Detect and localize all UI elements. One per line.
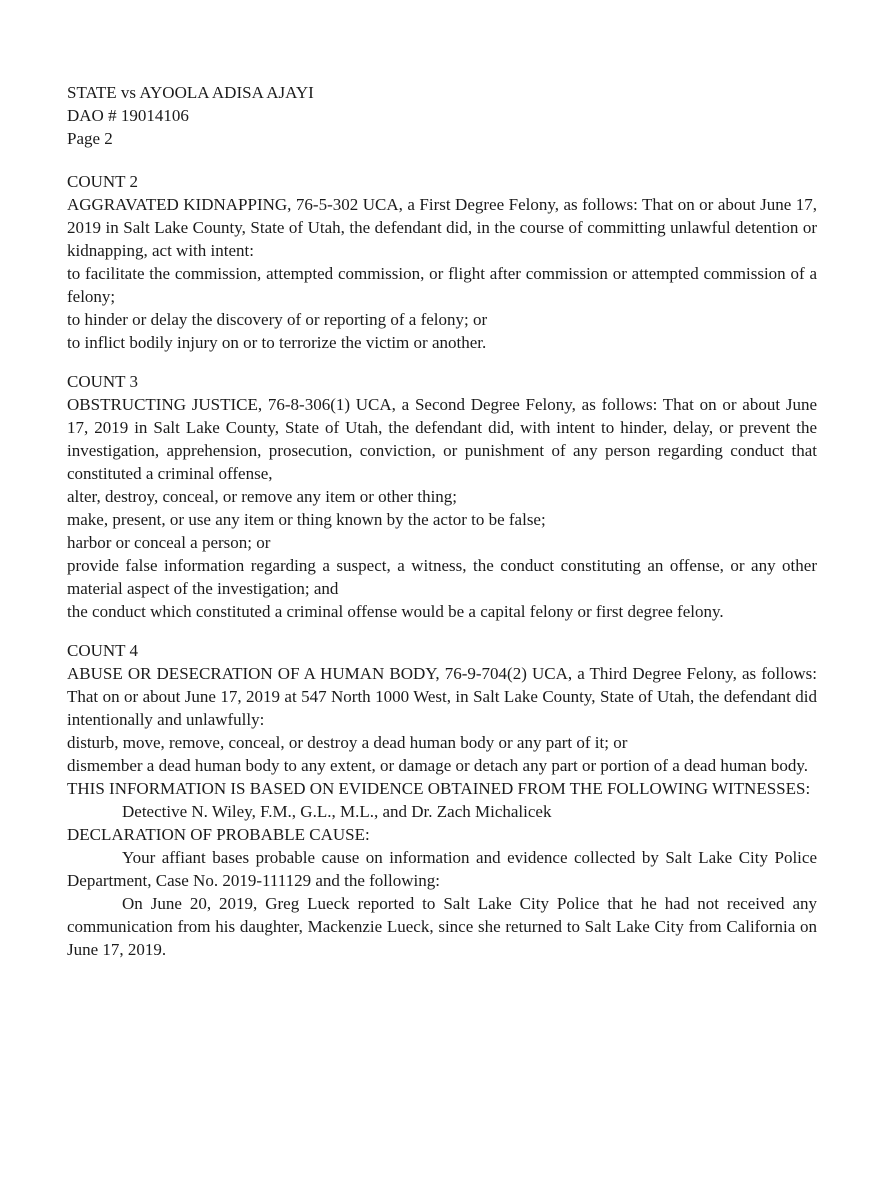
clause-paragraph: make, present, or use any item or thing known by the actor to be false; [67, 510, 546, 529]
clause-paragraph: to hinder or delay the discovery of or reporting of a felony; or [67, 310, 488, 329]
charge-paragraph: AGGRAVATED KIDNAPPING, 76-5-302 UCA, a First Degree Felony, as follows: That on or about June 17, 2019 in Salt Lake County, State of Utah, the defendant did, in the course of committing unlawful detention or kidnapping, act with intent: [67, 195, 817, 260]
clause-paragraph: the conduct which constituted a criminal offense would be a capital felony or first degree felony. [67, 602, 724, 621]
count-heading: COUNT 4 [67, 641, 138, 660]
clause-paragraph: alter, destroy, conceal, or remove any item or other thing; [67, 487, 458, 506]
witnesses-heading: THIS INFORMATION IS BASED ON EVIDENCE OBTAINED FROM THE FOLLOWING WITNESSES: [67, 779, 811, 798]
declaration-heading: DECLARATION OF PROBABLE CAUSE: [67, 825, 370, 844]
clause-paragraph: provide false information regarding a suspect, a witness, the conduct constituting an offense, or any other material aspect of the investigation; and [67, 556, 817, 598]
count-heading: COUNT 3 [67, 372, 138, 391]
page-number: Page 2 [67, 129, 113, 148]
case-title: STATE vs AYOOLA ADISA AJAYI [67, 83, 314, 102]
clause-paragraph: disturb, move, remove, conceal, or destroy a dead human body or any part of it; or [67, 733, 628, 752]
case-header [67, 81, 817, 150]
count-2-section [67, 170, 817, 354]
count-4-section [67, 639, 817, 777]
clause-paragraph: to facilitate the commission, attempted commission, or flight after commission or attempted commission of a felony; [67, 264, 817, 306]
clause-paragraph: to inflict bodily injury on or to terrorize the victim or another. [67, 333, 487, 352]
count-heading: COUNT 2 [67, 172, 138, 191]
charge-paragraph: ABUSE OR DESECRATION OF A HUMAN BODY, 76-9-704(2) UCA, a Third Degree Felony, as follows: That on or about June 17, 2019 at 547 North 1000 West, in Salt Lake County, State of Utah, the defendant did intentionally and unlawfully: [67, 664, 817, 729]
dao-number: DAO # 19014106 [67, 106, 189, 125]
charge-paragraph: OBSTRUCTING JUSTICE, 76-8-306(1) UCA, a Second Degree Felony, as follows: That on or about June 17, 2019 in Salt Lake County, State of Utah, the defendant did, with intent to hinder, delay, or prevent the investigation, apprehension, prosecution, conviction, or punishment of any person regarding conduct that constituted a criminal offense, [67, 395, 817, 483]
probable-cause-paragraph: On June 20, 2019, Greg Lueck reported to Salt Lake City Police that he had not received any communication from his daughter, Mackenzie Lueck, since she returned to Salt Lake City from California on June 17, 2019. [67, 894, 817, 959]
count-3-section [67, 370, 817, 623]
clause-paragraph: harbor or conceal a person; or [67, 533, 271, 552]
witnesses-list: Detective N. Wiley, F.M., G.L., M.L., and Dr. Zach Michalicek [122, 802, 552, 821]
probable-cause-paragraph: Your affiant bases probable cause on information and evidence collected by Salt Lake City Police Department, Case No. 2019-111129 and the following: [67, 848, 817, 890]
clause-paragraph: dismember a dead human body to any extent, or damage or detach any part or portion of a dead human body. [67, 756, 808, 775]
